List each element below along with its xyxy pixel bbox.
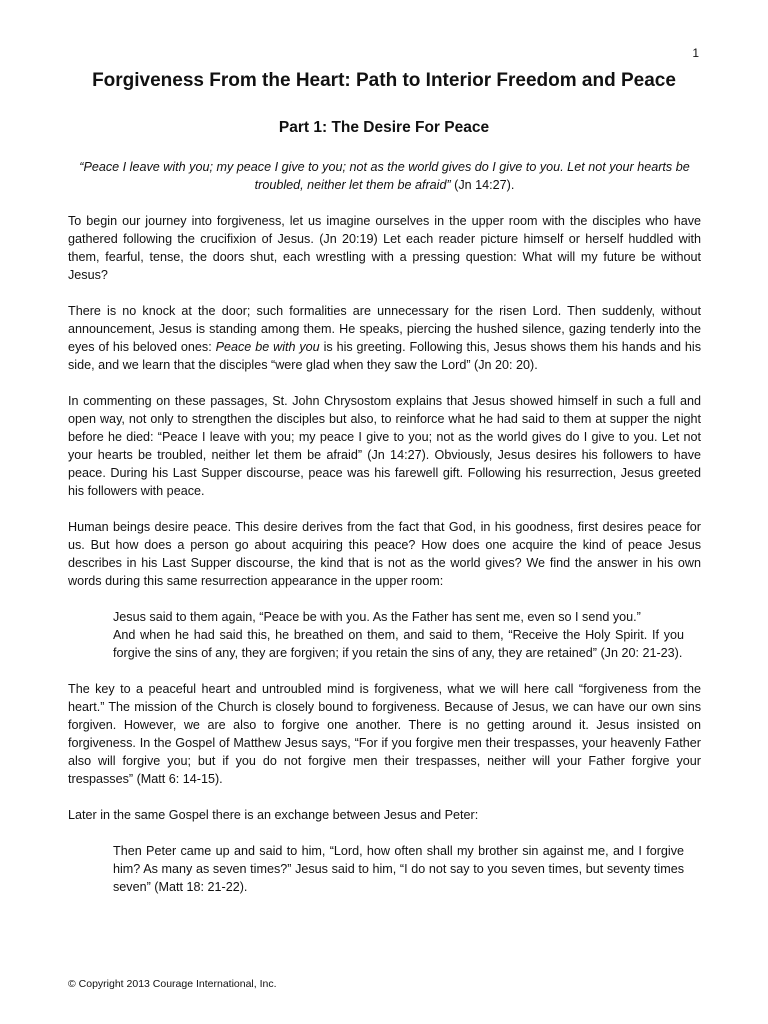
page-number: 1	[692, 46, 699, 60]
block-quote-matthew: Then Peter came up and said to him, “Lord, how often shall my brother sin against me, and I forgive him? As many as seven times?” Jesus said to him, “I do not say to you seven times, but seventy times seven” (Matt 18: 21-22).	[113, 844, 684, 894]
block-quote-john-line-1: Jesus said to them again, “Peace be with you. As the Father has sent me, even so I send you.”	[113, 610, 641, 624]
block-quote-john	[68, 608, 701, 662]
paragraph-2-italic: Peace be with you	[215, 340, 320, 354]
copyright-footer: © Copyright 2013 Courage International, Inc.	[68, 978, 277, 990]
document-title: Forgiveness From the Heart: Path to Interior Freedom and Peace	[92, 70, 676, 91]
paragraph-2-text-start: There is no knock at the door; such formalities are unnecessary for the risen Lord. Then suddenly, without announcement, Jesus is standing among them. He speaks, piercing the hushed silence, gazing tenderly into the eyes of his beloved ones:	[68, 304, 701, 354]
paragraph-1: To begin our journey into forgiveness, let us imagine ourselves in the upper room with the disciples who have gathered following the crucifixion of Jesus. (Jn 20:19) Let each reader picture himself or herself huddled with them, fearful, tense, the doors shut, each wrestling with a pressing question: What will my future be without Jesus?	[68, 214, 701, 282]
paragraph-2	[68, 302, 701, 374]
part-heading: Part 1: The Desire For Peace	[278, 119, 490, 136]
epigraph-citation: (Jn 14:27).	[450, 178, 515, 192]
epigraph-quote: “Peace I leave with you; my peace I give to you; not as the world gives do I give to you. Let not your hearts be troubled, neither let them be afraid”	[79, 160, 690, 192]
paragraph-3: In commenting on these passages, St. John Chrysostom explains that Jesus showed himself in such a full and open way, not only to strengthen the disciples but also, to reinforce what he had said to them at supper the night before he died: “Peace I leave with you; my peace I give to you; not as the world gives do I give to you. Let not your hearts be troubled, neither let them be afraid” (Jn 14:27). Obviously, Jesus desires his followers to have peace. During his Last Supper discourse, peace was his farewell gift. Following his resurrection, Jesus greeted his followers with peace.	[68, 394, 701, 498]
paragraph-4: Human beings desire peace. This desire derives from the fact that God, in his goodness, first desires peace for us. But how does a person go about acquiring this peace? How does one acquire the kind of peace Jesus describes in his Last Supper discourse, the kind that is not as the world gives? We find the answer in his own words during this same resurrection appearance in the upper room:	[68, 520, 701, 588]
document-body	[68, 158, 701, 914]
epigraph	[68, 158, 701, 194]
paragraph-6: Later in the same Gospel there is an exchange between Jesus and Peter:	[68, 808, 479, 822]
paragraph-2-text-end: is his greeting. Following this, Jesus shows them his hands and his side, and we learn that the disciples “were glad when they saw the Lord” (Jn 20: 20).	[68, 340, 701, 372]
paragraph-5: The key to a peaceful heart and untroubled mind is forgiveness, what we will here call “forgiveness from the heart.” The mission of the Church is closely bound to forgiveness. Because of Jesus, we can have our own sins forgiven. However, we are also to forgive one another. There is no getting around it. Jesus insisted on forgiveness. In the Gospel of Matthew Jesus says, “For if you forgive men their trespasses, your heavenly Father also will forgive you; but if you do not forgive men their trespasses, neither will your Father forgive your trespasses” (Matt 6: 14-15).	[68, 682, 701, 786]
block-quote-john-rest: And when he had said this, he breathed on them, and said to them, “Receive the Holy Spirit. If you forgive the sins of any, they are forgiven; if you retain the sins of any, they are retained” (Jn 20: 21-23).	[113, 628, 684, 660]
